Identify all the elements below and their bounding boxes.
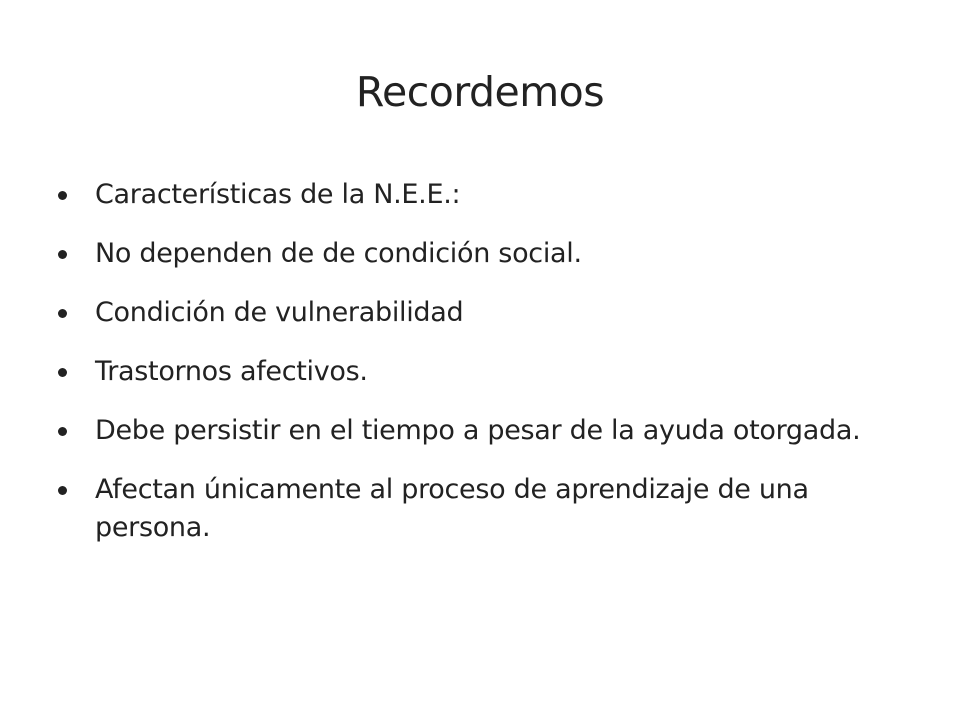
bullet-point-icon [58,486,67,495]
bullet-item [58,412,920,450]
bullet-text: Debe persistir en el tiempo a pesar de la ayuda otorgada. [95,415,861,446]
bullet-point-icon [58,368,67,377]
bullet-point-icon [58,191,67,200]
bullet-text: Trastornos afectivos. [95,356,368,387]
bullet-text: Afectan únicamente al proceso de aprendizaje de una persona. [95,474,809,543]
bullet-item [58,353,920,391]
slide-title: Recordemos [355,68,605,116]
bullet-list [58,176,920,568]
bullet-text: Condición de vulnerabilidad [95,297,464,328]
bullet-text: Características de la N.E.E.: [95,179,461,210]
bullet-item [58,471,920,547]
bullet-point-icon [58,250,67,259]
bullet-point-icon [58,309,67,318]
bullet-point-icon [58,427,67,436]
bullet-item [58,176,920,214]
bullet-text: No dependen de de condición social. [95,238,582,269]
bullet-item [58,294,920,332]
bullet-item [58,235,920,273]
